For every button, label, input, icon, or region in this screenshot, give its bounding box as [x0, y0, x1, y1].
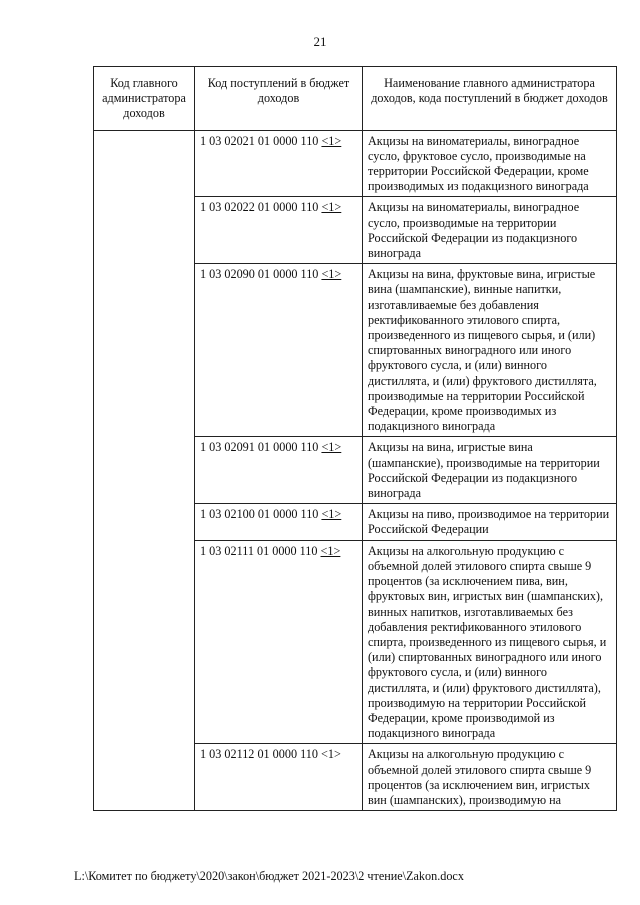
revenue-code-cell: [195, 744, 363, 811]
revenue-name-cell: Акцизы на виноматериалы, виноградное сусло, фруктовое сусло, производимые на территории Российской Федерации, кроме производимых из подакцизного винограда: [363, 130, 617, 197]
revenue-code-cell: [195, 264, 363, 437]
revenue-code-cell: [195, 540, 363, 744]
file-path-footer: L:\Комитет по бюджету\2020\закон\бюджет 2021-2023\2 чтение\Zakon.docx: [74, 869, 464, 883]
page-number: 21: [313, 34, 327, 49]
table-header-row: [94, 67, 617, 131]
revenue-code: 1 03 02022 01 0000 110: [200, 200, 319, 215]
revenue-code: 1 03 02100 01 0000 110: [200, 507, 319, 522]
header-name: Наименование главного администратора доходов, кода поступлений в бюджет доходов: [363, 67, 617, 131]
footnote-ref-link[interactable]: <1>: [321, 507, 342, 522]
footnote-ref: <1>: [320, 747, 341, 762]
revenue-name-cell: Акцизы на вина, игристые вина (шампанские), производимые на территории Российской Федерации из подакцизного винограда: [363, 437, 617, 504]
footnote-ref-link[interactable]: <1>: [321, 267, 342, 282]
revenue-code: 1 03 02091 01 0000 110: [200, 440, 319, 455]
footnote-ref-link[interactable]: <1>: [320, 543, 341, 558]
revenue-code-cell: [195, 504, 363, 540]
revenue-code-cell: [195, 437, 363, 504]
footnote-ref-link[interactable]: <1>: [321, 133, 342, 148]
revenue-name-cell: Акцизы на пиво, производимое на территории Российской Федерации: [363, 504, 617, 540]
revenue-name-cell: Акцизы на алкогольную продукцию с объемной долей этилового спирта свыше 9 процентов (за исключением вин, игристых вин (шампанских), производимую на: [363, 744, 617, 811]
revenue-code-cell: [195, 130, 363, 197]
admin-code-cell: [94, 130, 195, 811]
revenue-code-cell: [195, 197, 363, 264]
revenue-code: 1 03 02090 01 0000 110: [200, 267, 319, 282]
revenue-code: 1 03 02021 01 0000 110: [200, 133, 319, 148]
revenue-codes-table: [93, 66, 617, 811]
table-row: [94, 130, 617, 197]
revenue-code: 1 03 02111 01 0000 110: [200, 543, 318, 558]
revenue-name-cell: Акцизы на виноматериалы, виноградное сусло, производимые на территории Российской Федерации из подакцизного винограда: [363, 197, 617, 264]
footnote-ref-link[interactable]: <1>: [321, 200, 342, 215]
header-revenue-code: Код поступлений в бюджет доходов: [195, 67, 363, 131]
header-admin-code: Код главного администратора доходов: [94, 67, 195, 131]
revenue-name-cell: Акцизы на алкогольную продукцию с объемной долей этилового спирта свыше 9 процентов (за исключением пива, вин, фруктовых вин, игристых вин (шампанских), винных напитков, изготавливаемых без добавления ректификованного этилового спирта, произведенного из пищевого сырья, и (или) спиртованных виноградного или иного фруктового сусла, и (или) винного дистиллята, и (или) фруктового дистиллята), производимую на территории Российской Федерации, кроме производимой из подакцизного винограда: [363, 540, 617, 744]
revenue-name-cell: Акцизы на вина, фруктовые вина, игристые вина (шампанские), винные напитки, изготавливаемые без добавления ректификованного этилового спирта, произведенного из пищевого сырья, и (или) спиртованных виноградного или иного фруктового сусла, и (или) винного дистиллята, и (или) фруктового дистиллята, производимые на территории Российской Федерации, кроме производимых из подакцизного винограда: [363, 264, 617, 437]
footnote-ref-link[interactable]: <1>: [321, 440, 342, 455]
revenue-code: 1 03 02112 01 0000 110: [200, 747, 318, 762]
